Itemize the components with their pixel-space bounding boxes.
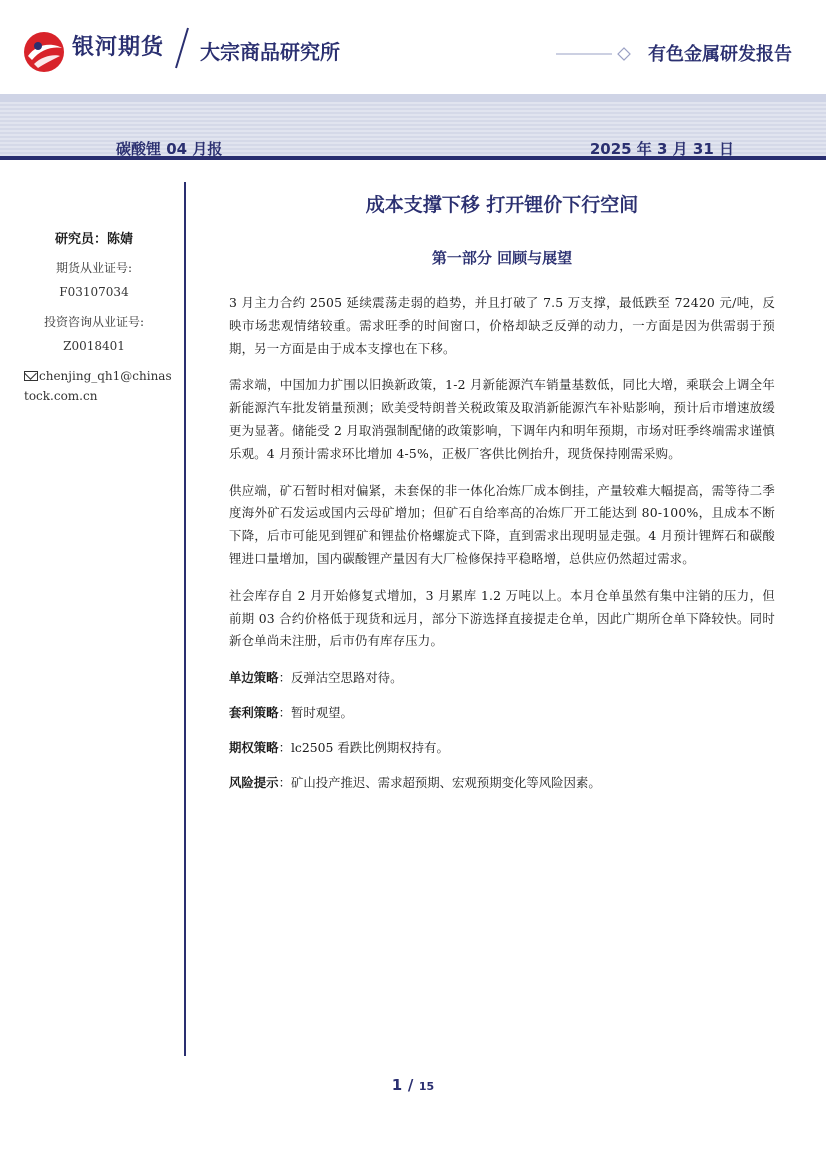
report-date: 2025 年 3 月 31 日 bbox=[589, 140, 734, 158]
report-title: 成本支撑下移 打开锂价下行空间 bbox=[365, 194, 639, 216]
analyst-sidebar bbox=[14, 228, 174, 406]
futures-cert-number: F03107034 bbox=[59, 285, 129, 299]
strategy-text: ：矿山投产推迟、需求超预期、宏观预期变化等风险因素。 bbox=[278, 775, 601, 791]
strategy-label: 套利策略 bbox=[229, 705, 279, 721]
paragraph-demand: 需求端，中国加力扩围以旧换新政策，1-2 月新能源汽车销量基数低，同比大增，乘联会上调全年新能源汽车批发销量预测；欧美受特朗普关税政策及取消新能源汽车补贴影响，预计后市增速放缓更为显著。储能受 2 月取消强制配储的政策影响，下调年内和明年预期，市场对旺季终端需求谨慎乐观。4 月预计需求环比增加 4-5%，正极厂客供比例抬升，现货保持刚需采购。 bbox=[229, 377, 775, 461]
paragraph-overview: 3 月主力合约 2505 延续震荡走弱的趋势，并且打破了 7.5 万支撑，最低跌至 72420 元/吨，反映市场悲观情绪较重。需求旺季的时间窗口，价格却缺乏反弹的动力，一方面是因为供需弱于预期，另一方面是由于成本支撑也在下移。 bbox=[229, 295, 775, 356]
email-address[interactable]: chenjing_qh1@chinastock.com.cn bbox=[24, 369, 172, 403]
page-separator: / bbox=[407, 1076, 414, 1094]
column-divider bbox=[184, 182, 186, 1056]
paragraph-supply: 供应端，矿石暂时相对偏紧，未套保的非一体化冶炼厂成本倒挂，产量较难大幅提高，需等待二季度海外矿石发运或国内云母矿增加；但矿石自给率高的冶炼厂开工能达到 80-100%，且成本不断下降，后市可能见到锂矿和锂盐价格螺旋式下降，直到需求出现明显走强。4 月预计锂辉石和碳酸锂进口量增加，国内碳酸锂产量因有大厂检修保持平稳略增，总供应仍然超过需求。 bbox=[229, 482, 775, 566]
report-type: 有色金属研发报告 bbox=[644, 40, 792, 66]
advisory-cert-number: Z0018401 bbox=[63, 339, 125, 353]
report-subtitle: 碳酸锂 04 月报 bbox=[116, 140, 223, 158]
divider-slash-icon bbox=[172, 24, 192, 72]
current-page: 1 bbox=[391, 1076, 403, 1094]
page-number bbox=[0, 1075, 826, 1094]
strategy-text: ：lc2505 看跌比例期权持有。 bbox=[278, 740, 449, 756]
risk-warning bbox=[229, 772, 775, 794]
advisory-cert-label: 投资咨询从业证号: bbox=[43, 315, 145, 329]
total-pages: 15 bbox=[418, 1080, 435, 1093]
brand-name: 银河期货 bbox=[72, 35, 165, 60]
strategy-label: 期权策略 bbox=[229, 740, 279, 756]
strategy-label: 风险提示 bbox=[229, 775, 279, 791]
report-header bbox=[0, 0, 826, 94]
mail-icon bbox=[24, 371, 38, 381]
header-band-top bbox=[0, 94, 826, 102]
futures-cert-label: 期货从业证号: bbox=[55, 261, 133, 275]
strategy-text: ：暂时观望。 bbox=[278, 705, 353, 721]
analyst-email[interactable] bbox=[14, 366, 174, 406]
strategy-arbitrage bbox=[229, 702, 775, 724]
paragraph-inventory: 社会库存自 2 月开始修复式增加，3 月累库 1.2 万吨以上。本月仓单虽然有集中注销的压力，但前期 03 合约价格低于现货和远月，部分下游选择直接提走仓单，因此广期所仓单下降较快。同时新仓单尚未注册，后市仍有库存压力。 bbox=[229, 587, 775, 649]
galaxy-futures-logo-icon bbox=[22, 30, 66, 74]
strategy-text: ：反弹沽空思路对待。 bbox=[278, 670, 403, 686]
strategy-unilateral bbox=[229, 667, 775, 689]
strategy-label: 单边策略 bbox=[229, 670, 279, 686]
section-title: 第一部分 回顾与展望 bbox=[431, 249, 573, 267]
institute-name: 大宗商品研究所 bbox=[200, 40, 340, 64]
main-content bbox=[229, 182, 775, 807]
researcher-name: 研究员：陈婧 bbox=[54, 232, 133, 247]
strategy-options bbox=[229, 737, 775, 759]
